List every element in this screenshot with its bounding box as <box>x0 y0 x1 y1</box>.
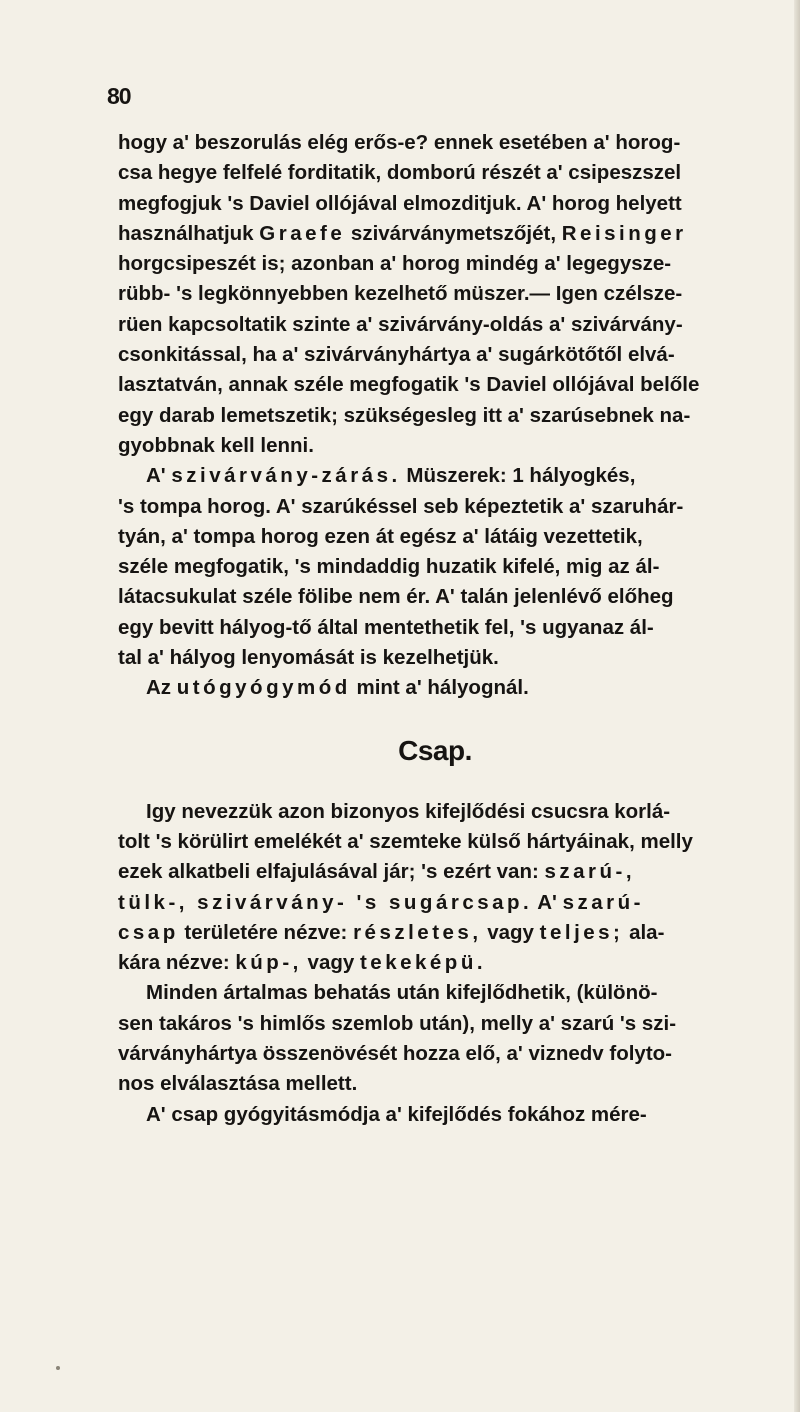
text-line: tal a' hályog lenyomását is kezelhetjük. <box>118 646 499 670</box>
author-name: Graefe <box>259 221 346 245</box>
paragraph <box>118 128 758 461</box>
paragraph <box>118 461 758 673</box>
text-run: vagy <box>301 951 360 975</box>
text-run: Müszerek: 1 hályogkés, <box>400 464 636 488</box>
text-line <box>118 219 758 249</box>
text-line: csa hegye felfelé forditatik, domború részét a' csipeszszel <box>118 161 682 185</box>
text-line: sen takáros 's himlős szemlob után), melly a' szarú 's szi- <box>118 1011 677 1035</box>
text-line: Minden ártalmas behatás után kifejlődhetik, (különö- <box>146 981 658 1005</box>
term: csap <box>118 920 179 944</box>
page-edge <box>794 0 800 1412</box>
text-line: 's tompa horog. A' szarúkéssel seb képeztetik a' szaruhár- <box>118 494 684 518</box>
text-run: ala- <box>623 920 665 944</box>
author-name: Reisinger <box>561 221 687 245</box>
text-run: területére nézve: <box>178 920 354 944</box>
term: teljes; <box>539 920 624 944</box>
paragraph <box>118 1100 758 1130</box>
text-line: látacsukulat széle fölibe nem ér. A' talán jelenlévő előheg <box>118 585 674 609</box>
term: kúp-, <box>235 951 302 975</box>
text-line <box>118 673 758 703</box>
text-body <box>118 128 758 1130</box>
term: tekeképü. <box>359 951 487 975</box>
text-line: egy darab lemetszetik; szükségesleg itt a' szarúsebnek na- <box>118 403 691 427</box>
text-line: rübb- 's legkönnyebben kezelhető müszer.— Igen czélsze- <box>118 282 683 306</box>
paragraph <box>118 797 758 979</box>
text-line: rüen kapcsoltatik szinte a' szivárvány-oldás a' szivárvány- <box>118 312 683 336</box>
term: szarú- <box>562 890 644 914</box>
text-line <box>118 918 758 948</box>
text-run: A' <box>532 890 563 914</box>
text-line: tyán, a' tompa horog ezen át egész a' látáig vezettetik, <box>118 524 643 548</box>
text-line <box>118 888 758 918</box>
term: tülk-, szivárvány- 's sugárcsap. <box>118 890 533 914</box>
text-line <box>118 857 758 887</box>
text-line: A' csap gyógyitásmódja a' kifejlődés fokához mére- <box>146 1102 647 1126</box>
text-run: mint a' hályognál. <box>350 676 529 700</box>
page-number: 80 <box>107 83 131 109</box>
text-line: széle megfogatik, 's mindaddig huzatik kifelé, mig az ál- <box>118 555 660 579</box>
section-title: Csap. <box>398 734 472 766</box>
paper-speck <box>56 1366 60 1370</box>
text-run: A' <box>146 464 172 488</box>
text-run: Az <box>146 676 177 700</box>
text-line: nos elválasztása mellett. <box>118 1072 358 1096</box>
text-run: ezek alkatbeli elfajulásával jár; 's ezért van: <box>118 860 545 884</box>
section-heading <box>118 704 758 797</box>
term: utógyógymód <box>176 676 351 700</box>
text-line: várványhártya összenövését hozza elő, a' viznedv folyto- <box>118 1042 673 1066</box>
text-line <box>118 461 758 491</box>
term: részletes, <box>353 920 482 944</box>
text-line: hogy a' beszorulás elég erős-e? ennek esetében a' horog- <box>118 131 681 154</box>
text-run: használhatjuk <box>118 221 260 245</box>
text-line: Igy nevezzük azon bizonyos kifejlődési csucsra korlá- <box>146 799 671 823</box>
term: szarú-, <box>544 860 636 884</box>
text-line <box>118 948 758 978</box>
text-run: vagy <box>481 920 540 944</box>
text-line: egy bevitt hályog-tő által mentethetik fel, 's ugyanaz ál- <box>118 615 654 639</box>
text-line: csonkitással, ha a' szivárványhártya a' sugárkötőtől elvá- <box>118 343 675 367</box>
text-line: horgcsipeszét is; azonban a' horog mindég a' legegysze- <box>118 252 672 276</box>
paragraph <box>118 978 758 1099</box>
text-run: kára nézve: <box>118 951 236 975</box>
text-line: megfogjuk 's Daviel ollójával elmozditjuk. A' horog helyett <box>118 191 682 215</box>
text-line: lasztatván, annak széle megfogatik 's Daviel ollójával belőle <box>118 373 700 397</box>
text-line: tolt 's körülirt emelékét a' szemteke külső hártyáinak, melly <box>118 829 693 853</box>
paragraph <box>118 673 758 703</box>
term: szivárvány-zárás. <box>171 464 401 488</box>
text-run: szivárványmetszőjét, <box>345 221 562 245</box>
text-line: gyobbnak kell lenni. <box>118 433 314 457</box>
